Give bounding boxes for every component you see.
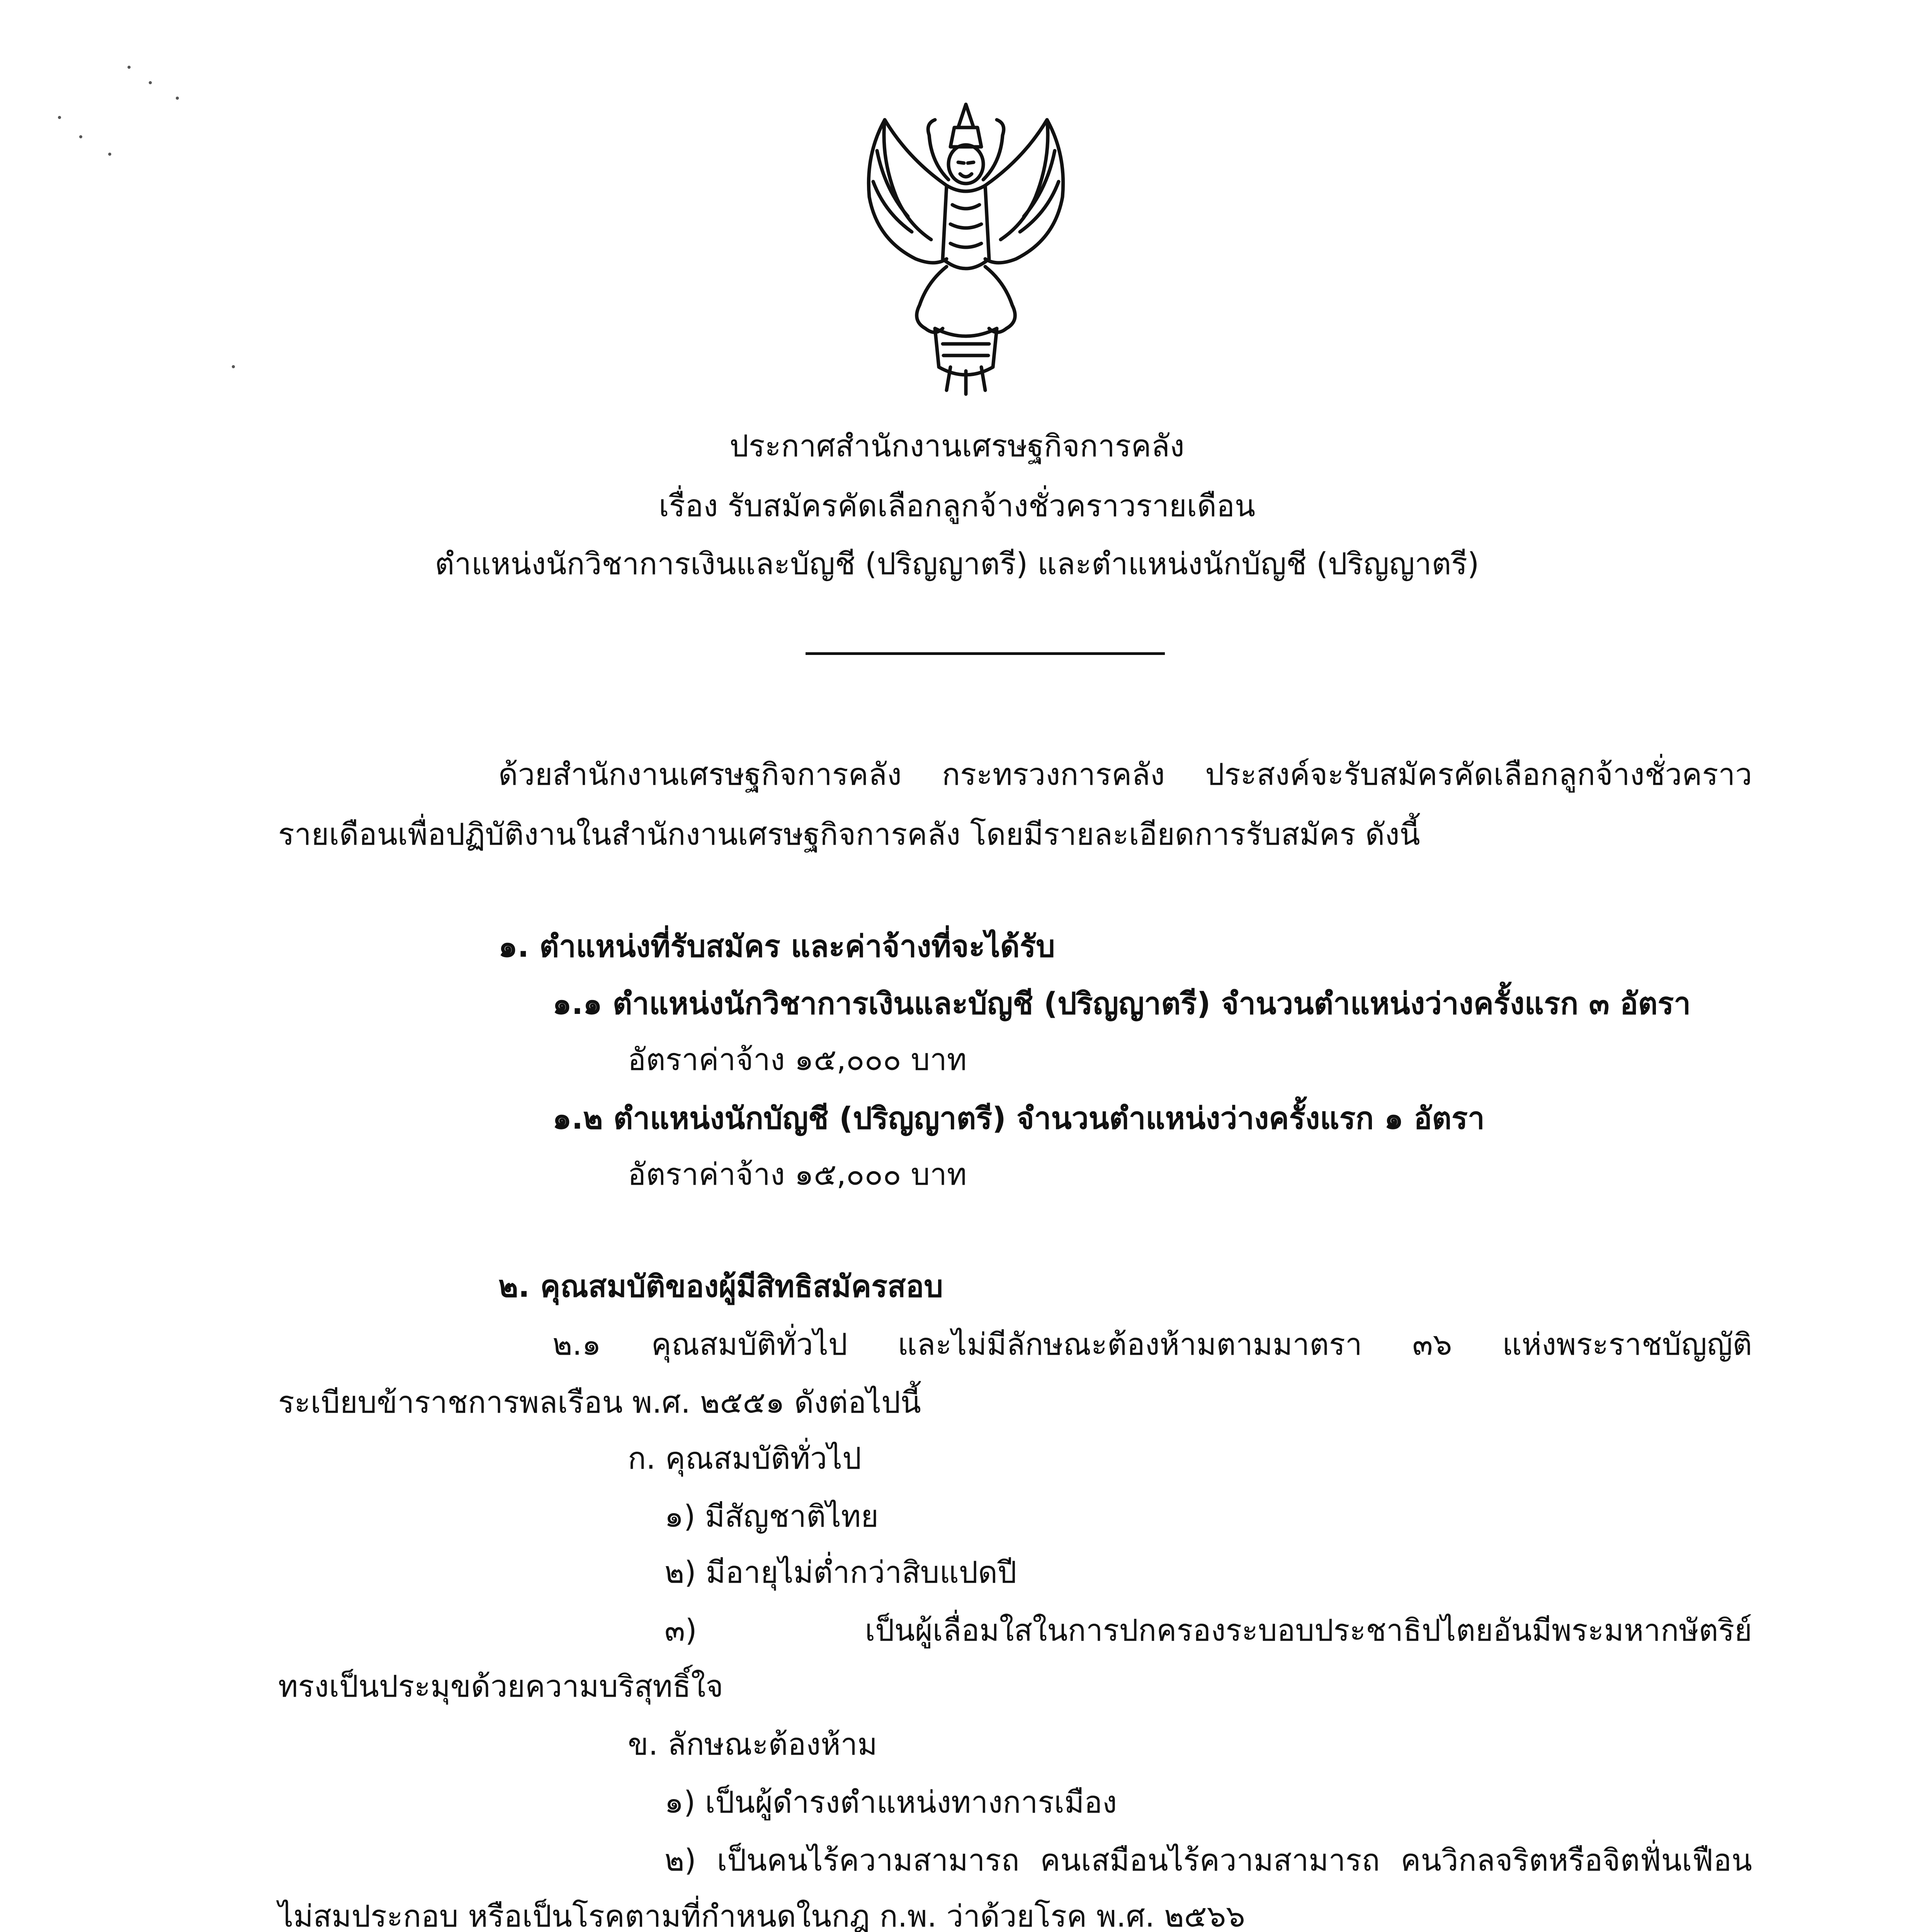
general-qualifications-heading: ก. คุณสมบัติทั่วไป	[628, 1441, 862, 1476]
general-qualification-3-line-2: ทรงเป็นประมุขด้วยความบริสุทธิ์ใจ	[278, 1669, 724, 1704]
prohibition-2-line-1: ๒) เป็นคนไร้ความสามารถ คนเสมือนไร้ความสามารถ คนวิกลจริตหรือจิตฟั่นเฟือน	[665, 1843, 1752, 1878]
general-qualification-1: ๑) มีสัญชาติไทย	[665, 1499, 879, 1534]
section-2-heading: ๒. คุณสมบัติของผู้มีสิทธิสมัครสอบ	[498, 1269, 943, 1304]
position-1-title: ๑.๑ ตำแหน่งนักวิชาการเงินและบัญชี (ปริญญาตรี) จำนวนตำแหน่งว่างครั้งแรก ๓ อัตรา	[552, 986, 1691, 1021]
general-qualification-2: ๒) มีอายุไม่ต่ำกว่าสิบแปดปี	[665, 1555, 1017, 1590]
scan-speck	[149, 81, 152, 84]
qualification-2-1-line-1: ๒.๑ คุณสมบัติทั่วไป และไม่มีลักษณะต้องห้ามตามมาตรา ๓๖ แห่งพระราชบัญญัติ	[552, 1327, 1752, 1362]
scan-speck	[108, 153, 111, 156]
scan-speck	[79, 135, 82, 138]
scan-speck	[232, 365, 235, 368]
intro-line-1: ด้วยสำนักงานเศรษฐกิจการคลัง กระทรวงการคลัง ประสงค์จะรับสมัครคัดเลือกลูกจ้างชั่วคราว	[498, 757, 1752, 792]
qualification-2-1-line-2: ระเบียบข้าราชการพลเรือน พ.ศ. ๒๕๕๑ ดังต่อไปนี้	[278, 1385, 921, 1420]
position-2-wage: อัตราค่าจ้าง ๑๕,๐๐๐ บาท	[628, 1157, 967, 1192]
scan-speck	[127, 66, 131, 69]
section-1-heading: ๑. ตำแหน่งที่รับสมัคร และค่าจ้างที่จะได้รับ	[498, 929, 1055, 964]
announcement-title: ประกาศสำนักงานเศรษฐกิจการคลัง	[729, 429, 1185, 464]
header-divider	[806, 652, 1165, 655]
announcement-positions: ตำแหน่งนักวิชาการเงินและบัญชี (ปริญญาตรี) และตำแหน่งนักบัญชี (ปริญญาตรี)	[435, 547, 1479, 582]
position-1-wage: อัตราค่าจ้าง ๑๕,๐๐๐ บาท	[628, 1043, 967, 1077]
prohibitions-heading: ข. ลักษณะต้องห้าม	[628, 1727, 877, 1762]
garuda-emblem-icon	[842, 97, 1090, 398]
prohibition-2-line-2: ไม่สมประกอบ หรือเป็นโรคตามที่กำหนดในกฎ ก.พ. ว่าด้วยโรค พ.ศ. ๒๕๖๖	[278, 1899, 1245, 1932]
scan-speck	[58, 116, 61, 119]
intro-line-2: รายเดือนเพื่อปฏิบัติงานในสำนักงานเศรษฐกิจการคลัง โดยมีรายละเอียดการรับสมัคร ดังนี้	[278, 817, 1420, 852]
prohibition-1: ๑) เป็นผู้ดำรงตำแหน่งทางการเมือง	[665, 1785, 1117, 1820]
general-qualification-3-line-1: ๓) เป็นผู้เลื่อมใสในการปกครองระบอบประชาธิปไตยอันมีพระมหากษัตริย์	[665, 1613, 1752, 1648]
announcement-subject: เรื่อง รับสมัครคัดเลือกลูกจ้างชั่วคราวรายเดือน	[658, 489, 1256, 524]
position-2-title: ๑.๒ ตำแหน่งนักบัญชี (ปริญญาตรี) จำนวนตำแหน่งว่างครั้งแรก ๑ อัตรา	[552, 1101, 1485, 1136]
scan-speck	[176, 97, 179, 100]
